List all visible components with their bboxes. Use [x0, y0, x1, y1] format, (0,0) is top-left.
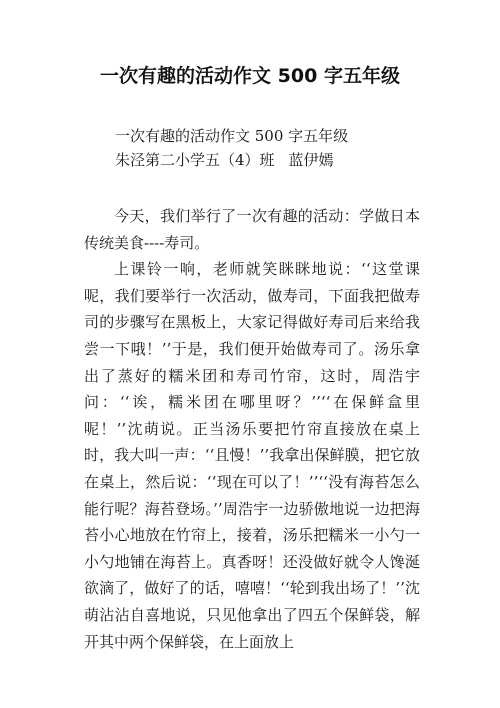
author-line — [115, 150, 455, 170]
paragraph-2: 上课铃一响，老师就笑眯眯地说：‘‘这堂课呢，我们要举行一次活动，做寿司，下面我把做寿司的步骤写在黑板上，大家记得做好寿司后来给我尝一下哦！’’于是，我们便开始做寿司了。汤乐拿出了蒸好的糯米团和寿司竹帘，这时，周浩宇问：‘‘诶，糯米团在哪里呀？’’‘‘在保鲜盒里呢！’’沈萌说。正当汤乐要把竹帘直接放在桌上时，我大叫一声：‘‘且慢！’’我拿出保鲜膜，把它放在桌上，然后说：‘‘现在可以了！’’‘‘没有海苔怎么能行呢？海苔登场。’’周浩宇一边骄傲地说一边把海苔小心地放在竹帘上，接着，汤乐把糯米一小勺一小勺地铺在海苔上。真香呀！还没做好就令人馋涎欲滴了，做好了的话，嘻嘻！‘‘轮到我出场了！’’沈萌沾沾自喜地说，只见他拿出了四五个保鲜袋，解开其中两个保鲜袋，在上面放上 — [84, 260, 420, 651]
author-name: 蓝伊嫣 — [288, 151, 334, 169]
essay-subtitle: 一次有趣的活动作文 500 字五年级 — [115, 127, 349, 145]
essay-body — [84, 203, 420, 655]
school-class: 朱泾第二小学五（4）班 — [115, 151, 275, 169]
document-title: 一次有趣的活动作文 500 字五年级 — [100, 65, 400, 87]
paragraph-1: 今天，我们举行了一次有趣的活动：学做日本传统美食----寿司。 — [84, 207, 420, 252]
